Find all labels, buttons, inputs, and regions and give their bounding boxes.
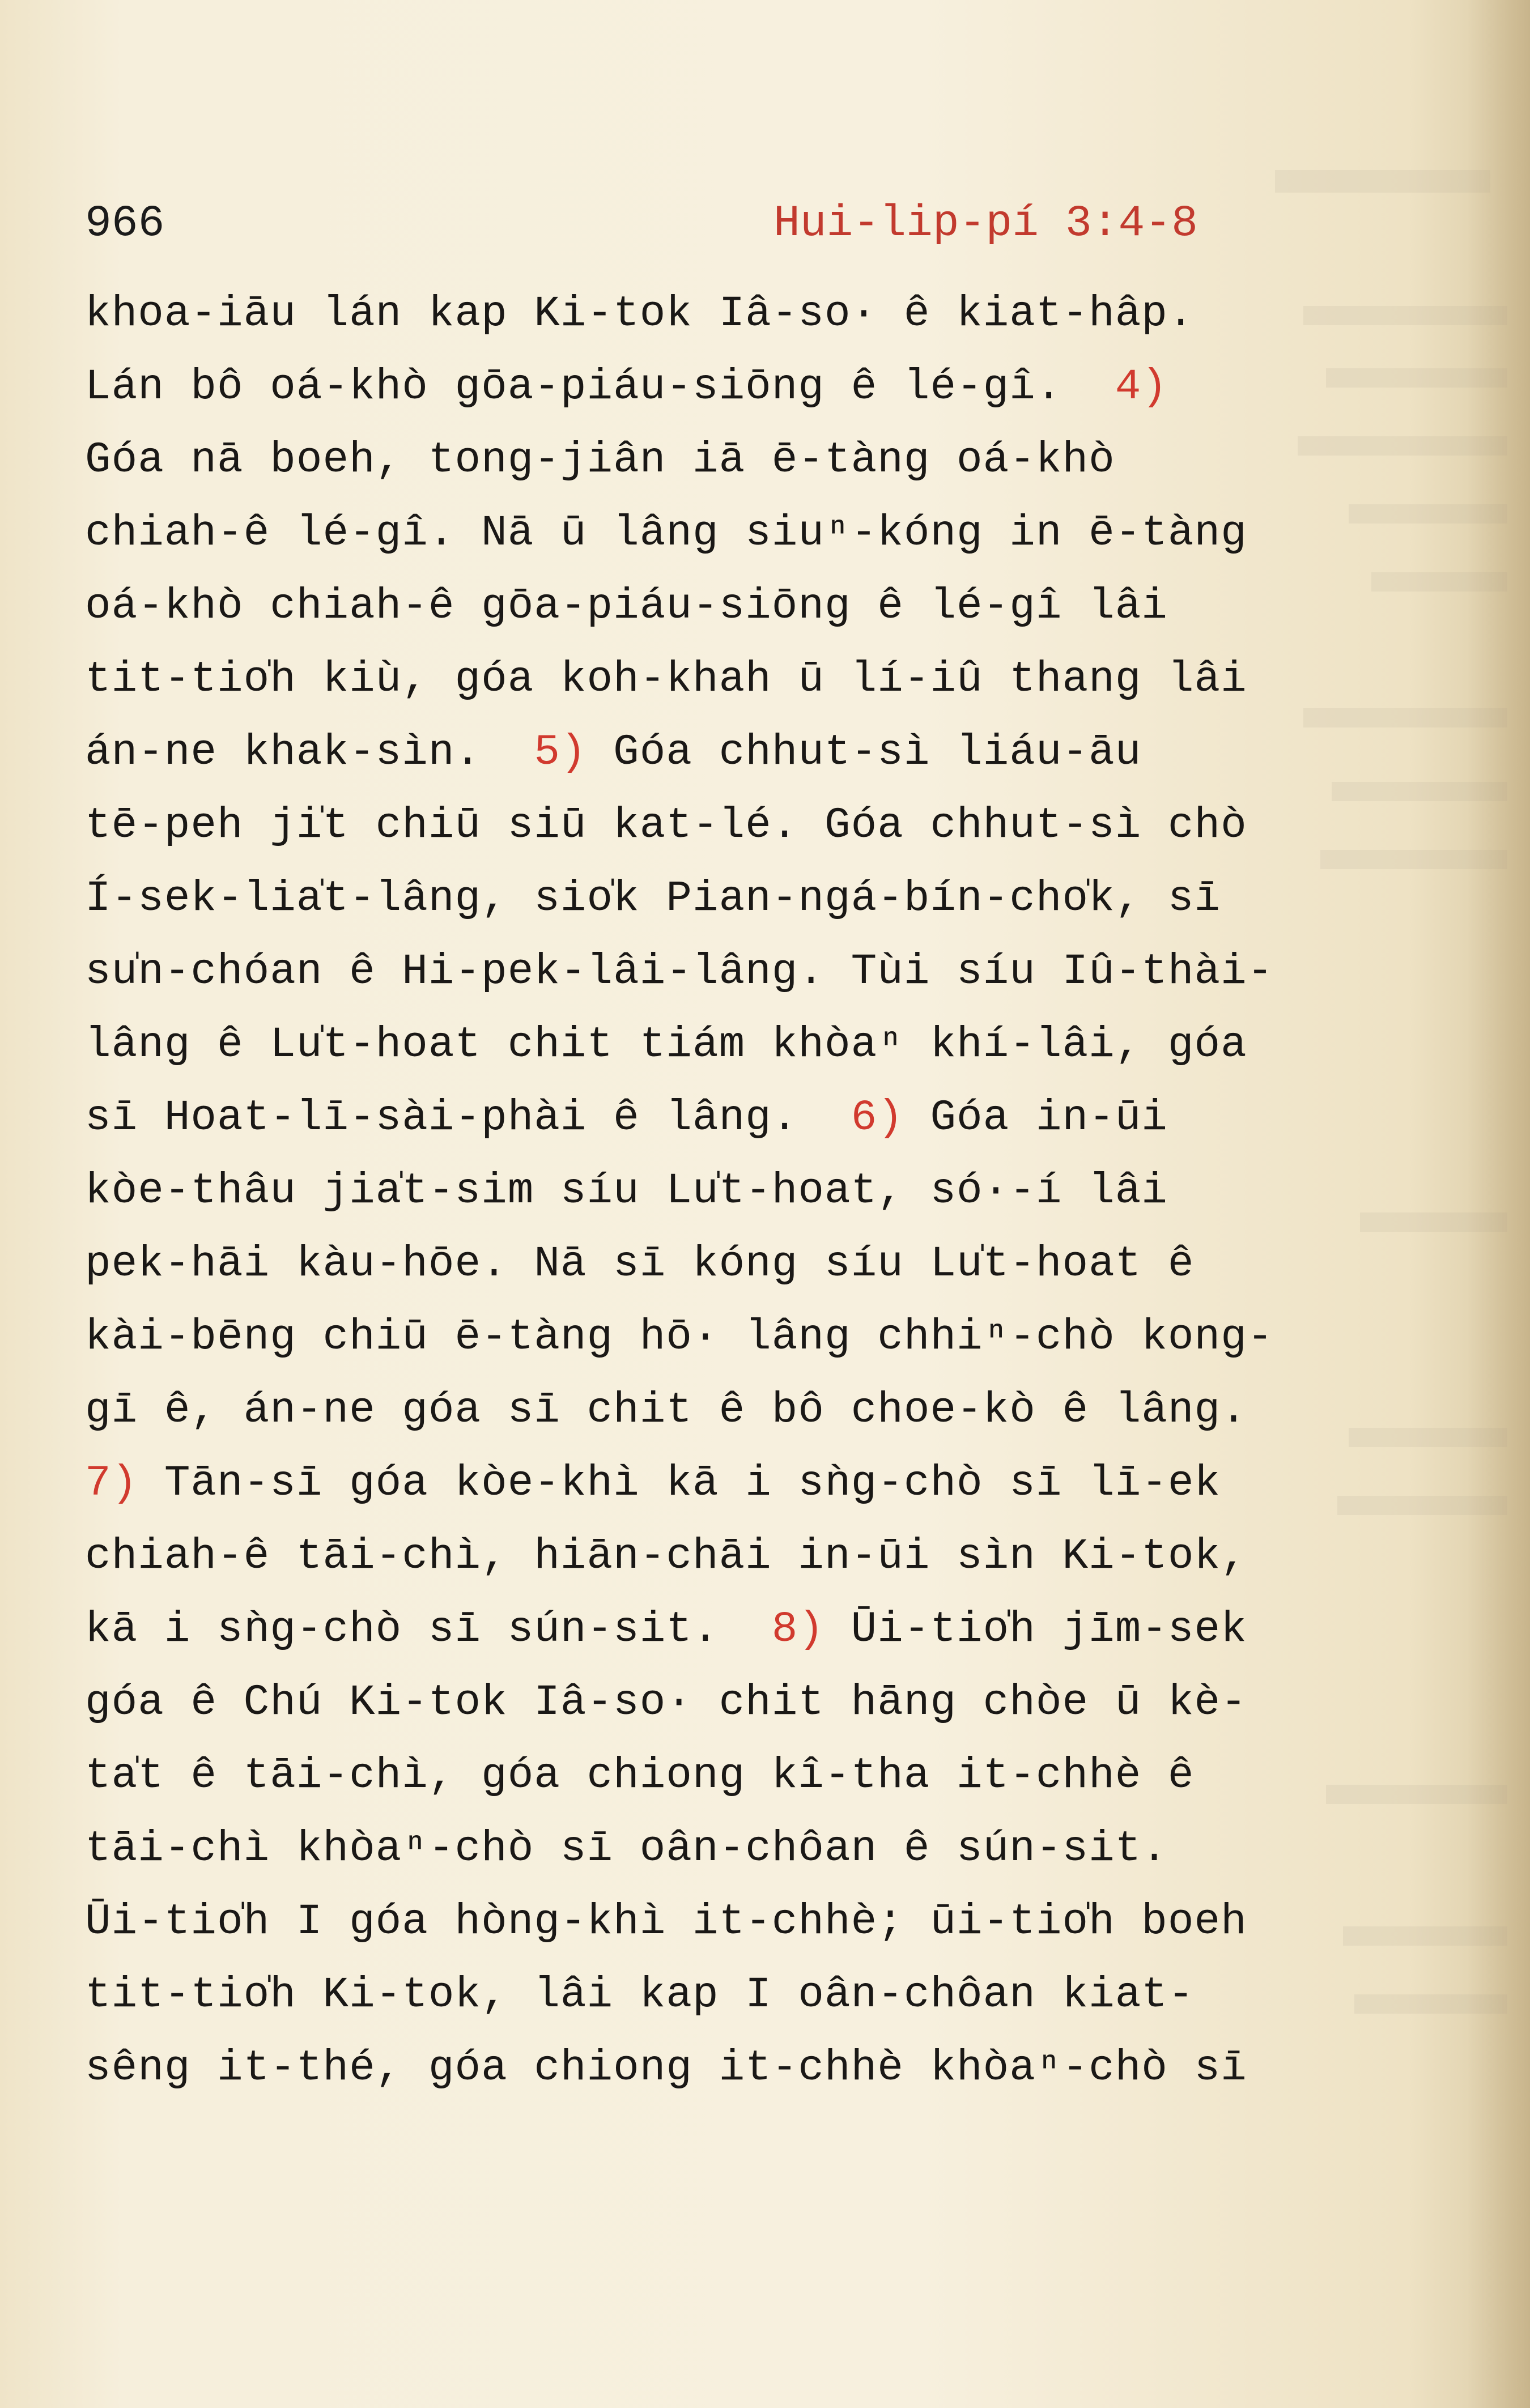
line-text: ta̍t ê tāi-chì, góa chiong kî-tha it-chhè ê [85, 1751, 1195, 1800]
text-line [85, 1447, 1411, 1520]
line-text: Í-sek-lia̍t-lâng, sio̍k Pian-ngá-bín-cho̍k, sī [85, 874, 1221, 923]
text-line [85, 1009, 1411, 1082]
text-line [85, 935, 1411, 1009]
verse-number: 5) [534, 728, 587, 777]
text-line [85, 1082, 1411, 1155]
text-line [85, 1886, 1411, 1959]
line-text: Ūi-tio̍h I góa hòng-khì it-chhè; ūi-tio̍h boeh [85, 1898, 1247, 1946]
line-text: kā i sǹg-chò sī sún-sit. [85, 1605, 772, 1654]
verse-number: 6) [851, 1094, 904, 1142]
text-line [85, 424, 1411, 497]
verse-number: 4) [1115, 363, 1168, 411]
page-header [85, 193, 1388, 255]
line-text: Tān-sī góa kòe-khì kā i sǹg-chò sī lī-ek [138, 1459, 1221, 1508]
text-line [85, 2032, 1411, 2105]
text-line [85, 1813, 1411, 1886]
line-text: kòe-thâu jia̍t-sim síu Lu̍t-hoat, só·-í lâi [85, 1167, 1168, 1215]
text-line [85, 1959, 1411, 2032]
text-line [85, 570, 1411, 643]
line-text: tē-peh ji̍t chiū siū kat-lé. Góa chhut-sì chò [85, 801, 1247, 850]
page-edge-shadow [1468, 0, 1530, 2408]
text-line [85, 716, 1411, 789]
line-text: pek-hāi kàu-hōe. Nā sī kóng síu Lu̍t-hoat ê [85, 1240, 1195, 1288]
line-text: oá-khò chiah-ê gōa-piáu-siōng ê lé-gî lâi [85, 582, 1168, 631]
line-text: gī ê, án-ne góa sī chit ê bô choe-kò ê lâng. [85, 1386, 1247, 1435]
verse-number: 7) [85, 1459, 138, 1508]
line-text: tit-tio̍h kiù, góa koh-khah ū lí-iû thang lâi [85, 655, 1247, 704]
line-text: Góa in-ūi [903, 1094, 1168, 1142]
text-line [85, 278, 1411, 351]
text-line [85, 862, 1411, 935]
verse-number: 8) [771, 1605, 825, 1654]
line-text: sêng it-thé, góa chiong it-chhè khòaⁿ-chò sī [85, 2044, 1247, 2092]
line-text: khoa-iāu lán kap Ki-tok Iâ-so· ê kiat-hâp. [85, 290, 1195, 338]
page-number: 966 [85, 199, 165, 249]
text-line [85, 1155, 1411, 1228]
line-text: tit-tio̍h Ki-tok, lâi kap I oân-chôan kiat- [85, 1971, 1195, 2019]
line-text: kài-bēng chiū ē-tàng hō· lâng chhiⁿ-chò kong- [85, 1313, 1274, 1362]
line-text: tāi-chì khòaⁿ-chò sī oân-chôan ê sún-sit. [85, 1824, 1168, 1873]
line-text: Lán bô oá-khò gōa-piáu-siōng ê lé-gî. [85, 363, 1115, 411]
line-text: góa ê Chú Ki-tok Iâ-so· chit hāng chòe ū kè- [85, 1678, 1247, 1727]
line-text: Góa chhut-sì liáu-āu [586, 728, 1142, 777]
text-line [85, 1228, 1411, 1301]
line-text: án-ne khak-sìn. [85, 728, 534, 777]
line-text: chiah-ê lé-gî. Nā ū lâng siuⁿ-kóng in ē-tàng [85, 509, 1247, 558]
line-text: chiah-ê tāi-chì, hiān-chāi in-ūi sìn Ki-tok, [85, 1532, 1247, 1581]
line-text: lâng ê Lu̍t-hoat chit tiám khòaⁿ khí-lâi, góa [85, 1020, 1247, 1069]
text-line [85, 1739, 1411, 1813]
text-line [85, 351, 1411, 424]
text-line [85, 497, 1411, 570]
text-line [85, 1520, 1411, 1593]
text-line [85, 789, 1411, 862]
text-line [85, 1666, 1411, 1739]
text-line [85, 1374, 1411, 1447]
line-text: sī Hoat-lī-sài-phài ê lâng. [85, 1094, 851, 1142]
text-line [85, 643, 1411, 716]
text-line [85, 1593, 1411, 1666]
body-text [85, 278, 1411, 2105]
line-text: su̍n-chóan ê Hi-pek-lâi-lâng. Tùi síu Iû-thài- [85, 947, 1274, 996]
text-line [85, 1301, 1411, 1374]
running-head: Hui-lip-pí 3:4-8 [774, 199, 1198, 249]
line-text: Góa nā boeh, tong-jiân iā ē-tàng oá-khò [85, 436, 1115, 484]
line-text: Ūi-tio̍h jīm-sek [824, 1605, 1247, 1654]
